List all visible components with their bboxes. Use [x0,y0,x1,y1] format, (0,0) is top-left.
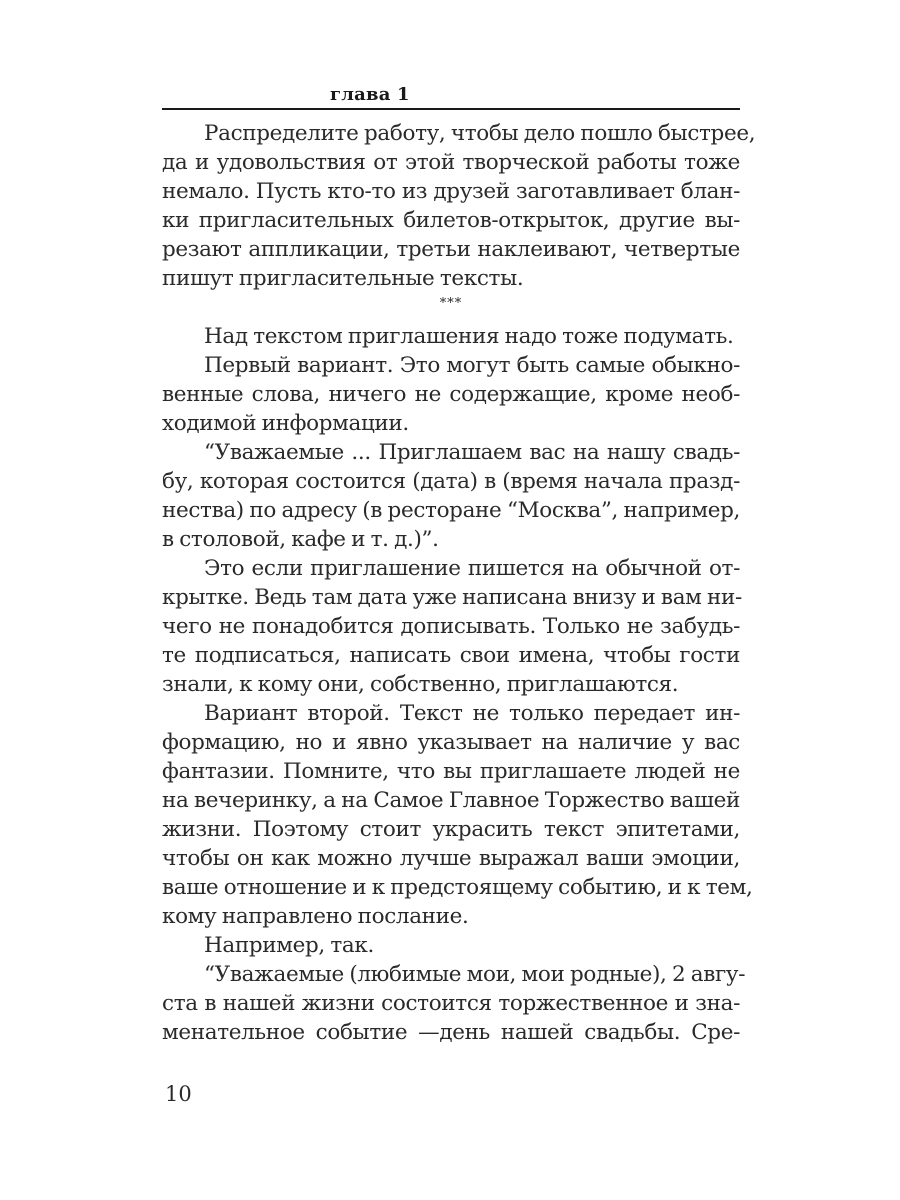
text-line: ходимой информации. [162,411,409,436]
text-line: Это если приглашение пишется на обычной от- [204,556,740,581]
chapter-label: глава 1 [330,84,410,105]
running-header [162,84,740,110]
text-line: ки пригласительных билетов-открыток, другие вы- [162,208,740,233]
body-text [162,119,756,1047]
text-line: чего не понадобится дописывать. Только не забудь- [162,614,740,639]
text-line: жизни. Поэтому стоит украсить текст эпитетами, [162,817,740,842]
text-line: Распределите работу, чтобы дело пошло быстрее, [204,121,756,146]
text-line: бу, которая состоится (дата) в (время начала празд- [162,469,740,494]
section-separator: *** [439,296,463,311]
text-line: пишут пригласительные тексты. [162,266,524,291]
text-line: Первый вариант. Это могут быть самые обыкно- [204,353,740,378]
text-line: венные слова, ничего не содержащие, кроме необ- [162,382,740,407]
text-line: менательное событие —день нашей свадьбы. Сре- [162,1020,740,1045]
text-line: да и удовольствия от этой творческой работы тоже [162,150,740,175]
text-line: Вариант второй. Текст не только передает ин- [204,701,740,726]
page-number: 10 [165,1082,192,1106]
text-line: кому направлено послание. [162,904,469,929]
text-line: формацию, но и явно указывает на наличие у вас [162,730,740,755]
text-line: резают аппликации, третьи наклеивают, четвертые [162,237,740,262]
text-line: крытке. Ведь там дата уже написана внизу и вам ни- [162,585,742,610]
text-line: Над текстом приглашения надо тоже подумать. [204,324,734,349]
text-line: “Уважаемые ... Приглашаем вас на нашу свадь- [204,440,740,465]
text-line: знали, к кому они, собственно, приглашаются. [162,672,679,697]
text-line: Например, так. [204,933,374,958]
text-line: в столовой, кафе и т. д.)”. [162,527,439,552]
text-line: “Уважаемые (любимые мои, мои родные), 2 авгу- [204,962,746,987]
text-line: на вечеринку, а на Самое Главное Торжество вашей [162,788,740,813]
text-line: чтобы он как можно лучше выражал ваши эмоции, [162,846,740,871]
text-line: фантазии. Помните, что вы приглашаете людей не [162,759,740,784]
text-line: нества) по адресу (в ресторане “Москва”, например, [162,498,740,523]
text-line: ста в нашей жизни состоится торжественное и зна- [162,991,740,1016]
text-line: те подписаться, написать свои имена, чтобы гости [162,643,740,668]
text-line: немало. Пусть кто-то из друзей заготавливает блан- [162,179,740,204]
text-line: ваше отношение и к предстоящему событию, и к тем, [162,875,753,900]
